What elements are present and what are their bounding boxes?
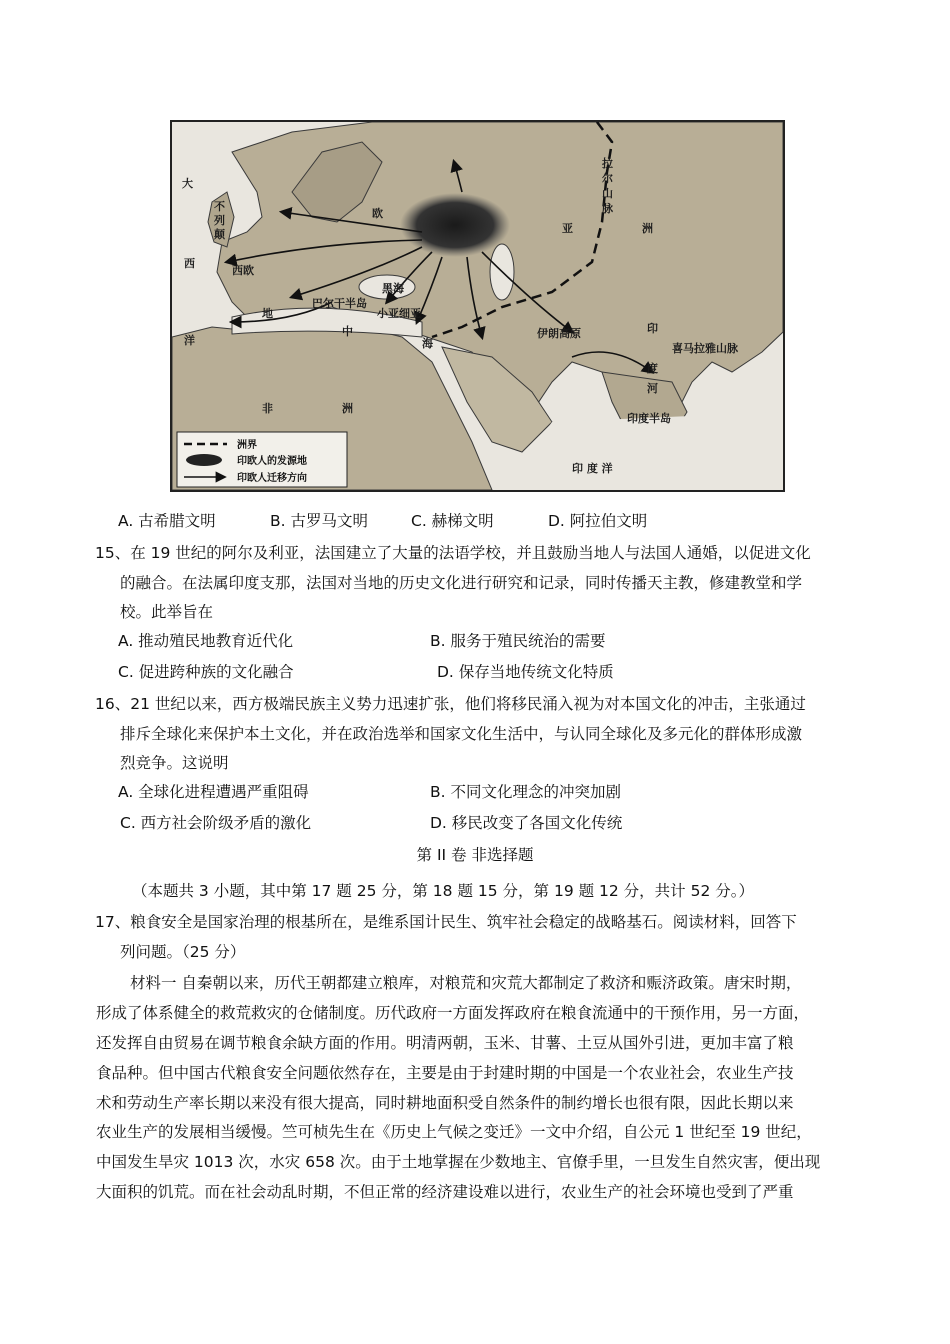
section-2-note: （本题共 3 小题，其中第 17 题 25 分，第 18 题 15 分，第 19 题 12 分，共计 52 分。） — [132, 882, 755, 900]
q16-stem-line-1: 16、21 世纪以来，西方极端民族主义势力迅速扩张，他们将移民涌入视为对本国文化的冲击，主张通过 — [95, 695, 806, 713]
label-bu: 不 — [214, 200, 225, 213]
q14-option-c: C. 赫梯文明 — [411, 512, 494, 530]
legend-border-label: 洲界 — [237, 440, 257, 451]
label-yin: 印 — [647, 322, 658, 335]
q14-option-b: B. 古罗马文明 — [270, 512, 368, 530]
q17-stem-line-2: 列问题。（25 分） — [120, 943, 246, 961]
q17-stem-line-1: 17、粮食安全是国家治理的根基所在，是维系国计民生、筑牢社会稳定的战略基石。阅读材料，回答下 — [95, 913, 797, 931]
migration-map — [170, 120, 785, 492]
q17-material-line-7: 中国发生旱灾 1013 次，水灾 658 次。由于土地掌握在少数地主、官僚手里，一旦发生自然灾害，便出现 — [96, 1153, 821, 1171]
label-dian: 颠 — [214, 228, 225, 241]
label-di: 地 — [262, 307, 273, 320]
label-xi: 西 — [184, 257, 195, 270]
legend-migration-label: 印欧人迁移方向 — [237, 473, 307, 484]
q15-stem-line-1: 15、在 19 世纪的阿尔及利亚，法国建立了大量的法语学校，并且鼓励当地人与法国人通婚，以促进文化 — [95, 544, 811, 562]
label-du: 度 — [647, 362, 658, 375]
q17-material-line-6: 农业生产的发展相当缓慢。竺可桢先生在《历史上气候之变迁》一文中介绍，自公元 1 世纪至 19 世纪， — [96, 1123, 812, 1141]
label-lie: 列 — [214, 214, 225, 227]
label-ya: 亚 — [562, 222, 573, 235]
label-yang: 洋 — [184, 334, 195, 347]
q17-material-line-2: 形成了体系健全的救荒救灾的仓储制度。历代政府一方面发挥政府在粮食流通中的干预作用，另一方面， — [96, 1004, 810, 1022]
label-zhong: 中 — [342, 325, 353, 338]
label-he: 河 — [647, 382, 658, 395]
q15-option-c: C. 促进跨种族的文化融合 — [118, 663, 294, 681]
legend-origin-symbol — [186, 454, 222, 466]
label-asia-minor: 小亚细亚 — [377, 307, 421, 320]
label-peninsula: 印度半岛 — [627, 412, 671, 425]
label-heihai: 黑海 — [382, 282, 404, 295]
q15-option-d: D. 保存当地传统文化特质 — [437, 663, 614, 681]
label-zhou-asia: 洲 — [642, 222, 653, 235]
q16-stem-line-2: 排斥全球化来保护本土文化，并在政治选举和国家文化生活中，与认同全球化及多元化的群体形成激 — [120, 725, 803, 743]
q17-material-line-1: 材料一 自秦朝以来，历代王朝都建立粮库，对粮荒和灾荒大都制定了救济和赈济政策。唐宋时期， — [130, 974, 802, 992]
q17-material-line-5: 术和劳动生产率长期以来没有很大提高，同时耕地面积受自然条件的制约增长也很有限，因此长期以来 — [96, 1094, 794, 1112]
q14-option-d: D. 阿拉伯文明 — [548, 512, 648, 530]
label-xiou: 西欧 — [232, 264, 254, 277]
label-himalaya: 喜马拉雅山脉 — [672, 342, 738, 355]
q17-material-line-4: 食品种。但中国古代粮食安全问题依然存在，主要是由于封建时期的中国是一个农业社会，农业生产技 — [96, 1064, 794, 1082]
label-hai: 海 — [422, 337, 433, 350]
label-iran: 伊朗高原 — [537, 327, 581, 340]
q16-option-d: D. 移民改变了各国文化传统 — [430, 814, 623, 832]
label-ural-4: 脉 — [602, 202, 613, 215]
q17-material-line-3: 还发挥自由贸易在调节粮食余缺方面的作用。明清两朝，玉米、甘薯、土豆从国外引进，更加丰富了粮 — [96, 1034, 794, 1052]
label-fei: 非 — [262, 402, 273, 415]
label-ural-1: 拉 — [602, 157, 613, 170]
q15-stem-line-3: 校。此举旨在 — [120, 603, 214, 621]
map-svg — [172, 122, 783, 490]
label-balkan: 巴尔干半岛 — [312, 297, 367, 310]
map-legend — [177, 432, 347, 487]
q16-option-a: A. 全球化进程遭遇严重阻碍 — [118, 783, 309, 801]
q15-option-b: B. 服务于殖民统治的需要 — [430, 632, 606, 650]
label-zhou-africa: 洲 — [342, 402, 353, 415]
origin-region — [400, 193, 510, 257]
section-2-title: 第 II 卷 非选择题 — [416, 846, 534, 864]
label-ural-2: 尔 — [602, 172, 613, 185]
q16-option-b: B. 不同文化理念的冲突加剧 — [430, 783, 621, 801]
label-ou: 欧 — [372, 207, 383, 220]
q14-option-a: A. 古希腊文明 — [118, 512, 216, 530]
label-indian-ocean: 印 度 洋 — [572, 462, 613, 475]
q15-option-a: A. 推动殖民地教育近代化 — [118, 632, 294, 650]
label-da: 大 — [182, 177, 193, 190]
q16-stem-line-3: 烈竞争。这说明 — [120, 754, 229, 772]
q17-material-line-8: 大面积的饥荒。而在社会动乱时期，不但正常的经济建设难以进行，农业生产的社会环境也受到了严重 — [96, 1183, 794, 1201]
legend-origin-label: 印欧人的发源地 — [237, 456, 307, 467]
q16-option-c: C. 西方社会阶级矛盾的激化 — [120, 814, 312, 832]
q15-stem-line-2: 的融合。在法属印度支那，法国对当地的历史文化进行研究和记录，同时传播天主教，修建教堂和学 — [120, 574, 803, 592]
label-ural-3: 山 — [602, 187, 613, 200]
